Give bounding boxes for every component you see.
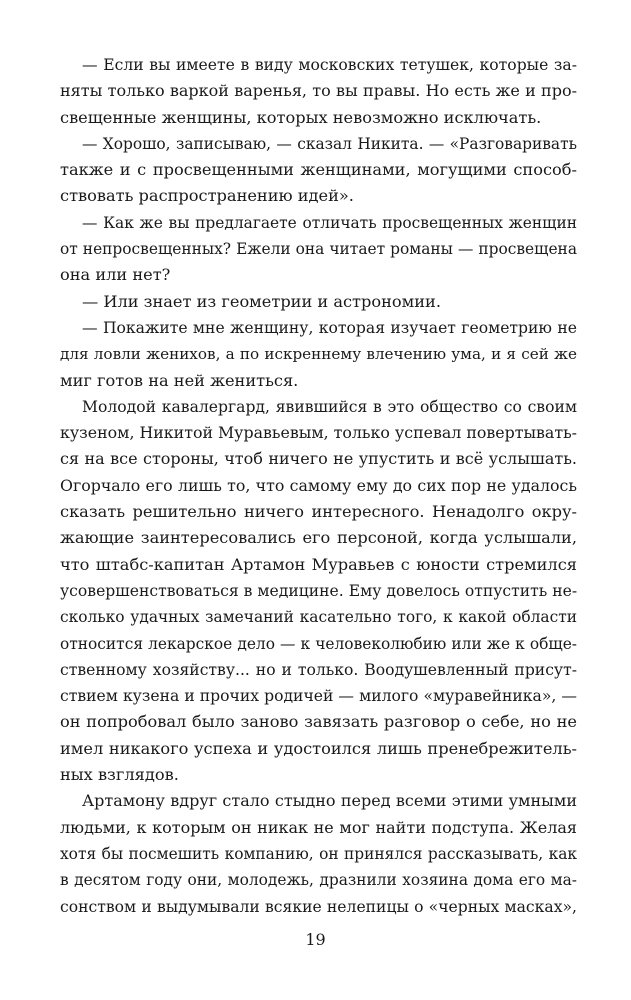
text-line: ся на все стороны, чтоб ничего не упустить и всё услышать.	[60, 449, 577, 469]
text-line: Огорчало его лишь то, что самому ему до сих пор не удалось	[60, 475, 577, 495]
text-line: людьми, к которым он никак не мог найти подступа. Желая	[60, 817, 577, 837]
text-line: ствовать распространению идей».	[60, 186, 354, 206]
text-line: — Покажите мне женщину, которая изучает геометрию не	[82, 318, 577, 337]
text-line: также и с просвещенными женщинами, могущими способ-	[60, 160, 577, 180]
text-line: ственному хозяйству... но и только. Воодушевленный присут-	[60, 660, 577, 679]
text-line: сказать решительно ничего интересного. Ненадолго окру-	[60, 502, 577, 522]
text-line: няты только варкой варенья, то вы правы. Но есть же и про-	[60, 81, 577, 101]
text-line: — Хорошо, записываю, — сказал Никита. — «Разговаривать	[82, 134, 577, 153]
text-line: относится лекарское дело — к человеколюбию или же к обще-	[60, 634, 577, 653]
body-text	[60, 52, 577, 920]
text-line: — Как же вы предлагаете отличать просвещенных женщин	[82, 213, 577, 232]
text-line: она или нет?	[60, 265, 171, 285]
text-line: — Или знает из геометрии и астрономии.	[82, 291, 441, 311]
text-line: усовершенствоваться в медицине. Ему довелось отпустить не-	[60, 581, 577, 600]
text-line: Молодой кавалергард, явившийся в это общество со своим	[82, 397, 577, 416]
text-line: сонством и выдумывали всякие нелепицы о «черных масках»,	[60, 897, 577, 916]
text-line: что штабс-капитан Артамон Муравьев с юности стремился	[60, 554, 577, 574]
text-line: в десятом году они, молодежь, дразнили хозяина дома его ма-	[60, 871, 577, 890]
page-number: 19	[305, 930, 326, 949]
text-line: миг готов на ней жениться.	[60, 370, 299, 390]
text-line: кузеном, Никитой Муравьевым, только успевал повертывать-	[60, 423, 577, 443]
text-line: для ловли женихов, а по искреннему влечению ума, и я сей же	[60, 345, 577, 364]
text-line: хотя бы посмешить компанию, он принялся рассказывать, как	[60, 844, 577, 863]
text-line: свещенные женщины, которых невозможно исключать.	[60, 107, 542, 127]
text-line: сколько удачных замечаний касательно того, к какой области	[60, 608, 577, 627]
text-line: жающие заинтересовались его персоной, когда услышали,	[60, 528, 577, 548]
text-line: имел никакого успеха и удостоился лишь пренебрежитель-	[60, 738, 577, 758]
text-line: Артамону вдруг стало стыдно перед всеми этими умными	[82, 791, 577, 811]
text-line: от непросвещенных? Ежели она читает романы — просвещена	[60, 240, 577, 259]
text-line: — Если вы имеете в виду московских тетушек, которые за-	[82, 56, 577, 74]
text-line: он попробовал было заново завязать разговор о себе, но не	[60, 712, 577, 732]
text-line: ных взглядов.	[60, 765, 179, 785]
text-line: ствием кузена и прочих родичей — милого «муравейника», —	[60, 687, 577, 706]
